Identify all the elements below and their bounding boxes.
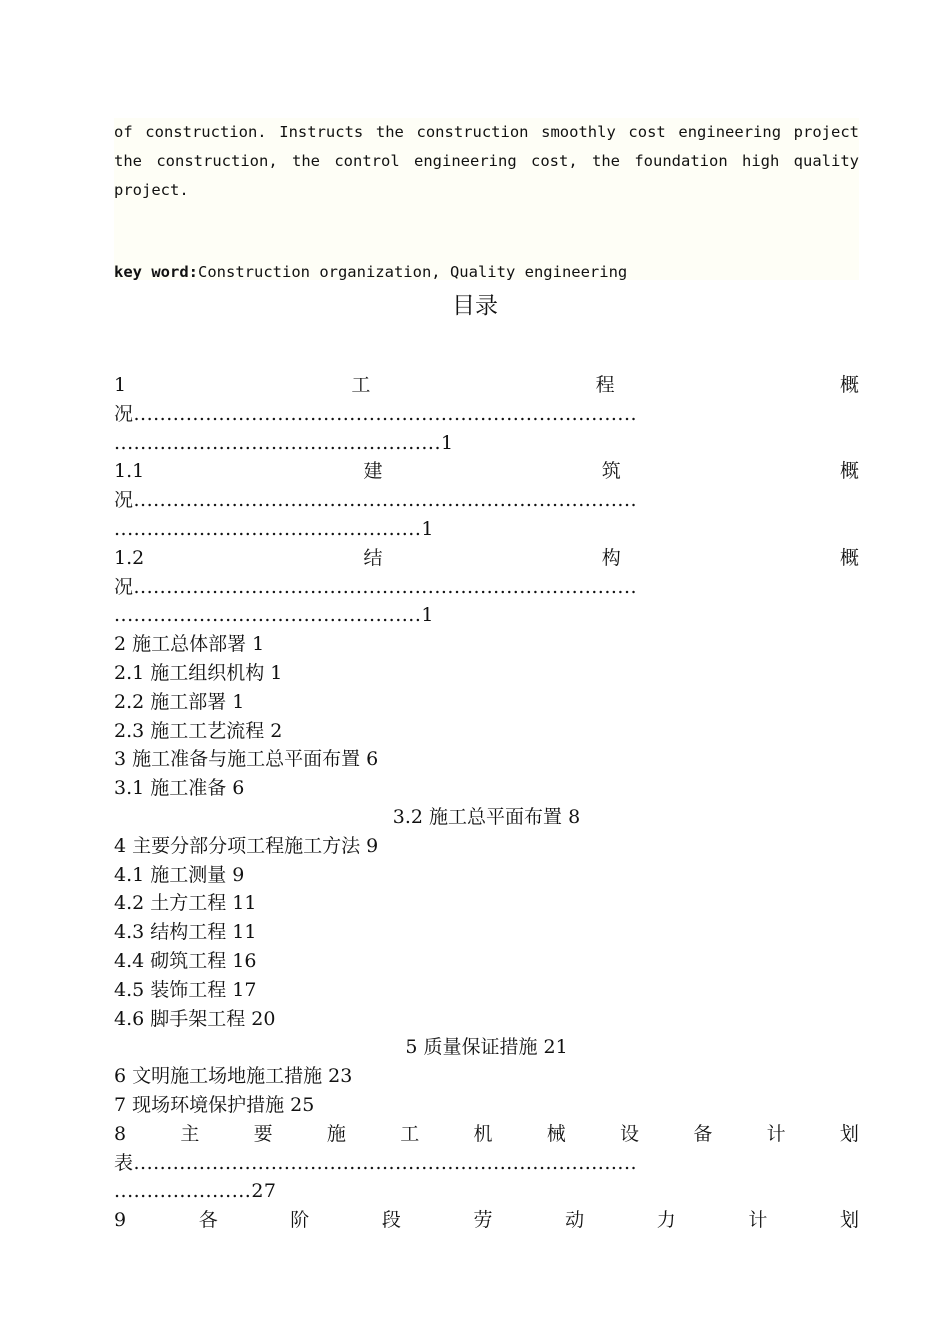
toc-entry-part: 1.2 bbox=[114, 546, 145, 569]
toc-entry: ..................................................1 bbox=[114, 431, 454, 454]
toc-entry-part: 划 bbox=[839, 1122, 859, 1145]
toc-entry-part: 主 bbox=[180, 1122, 200, 1145]
toc-entry bbox=[114, 371, 859, 400]
toc-entry-part: 1 bbox=[114, 374, 127, 396]
toc-entry-part: 概 bbox=[839, 460, 859, 483]
toc-entry-part: 计 bbox=[748, 1209, 768, 1232]
toc-entry-part: 设 bbox=[620, 1122, 640, 1145]
toc-entry-part: 建 bbox=[363, 460, 383, 483]
toc-entry-part: 动 bbox=[565, 1209, 585, 1232]
table-of-contents bbox=[114, 371, 859, 1235]
toc-entry: 4.2 土方工程 11 bbox=[114, 892, 257, 915]
toc-entry-part: 要 bbox=[253, 1122, 273, 1145]
keyword-text: Construction organization, Quality engineering bbox=[198, 263, 628, 281]
toc-entry-part: 械 bbox=[546, 1122, 566, 1145]
toc-entry: 4 主要分部分项工程施工方法 9 bbox=[114, 834, 379, 857]
toc-entry-part: 9 bbox=[114, 1209, 127, 1232]
toc-entry-part: 划 bbox=[839, 1209, 859, 1232]
toc-entry-part: 段 bbox=[381, 1209, 401, 1232]
toc-entry: 4.3 结构工程 11 bbox=[114, 921, 257, 944]
toc-entry: 3 施工准备与施工总平面布置 6 bbox=[114, 748, 379, 771]
toc-entry: 2.1 施工组织机构 1 bbox=[114, 661, 283, 684]
toc-title: 目录 bbox=[452, 293, 498, 319]
toc-entry-part: 概 bbox=[839, 546, 859, 569]
toc-entry-part: 工 bbox=[400, 1122, 420, 1145]
toc-entry-part: 1.1 bbox=[114, 460, 145, 483]
toc-entry-part: 8 bbox=[114, 1122, 127, 1145]
toc-entry: 3.1 施工准备 6 bbox=[114, 777, 245, 800]
toc-entry: 4.6 脚手架工程 20 bbox=[114, 1007, 276, 1030]
abstract-line: of construction. Instructs the construction smoothly cost engineering project bbox=[114, 123, 859, 141]
toc-entry-part: 施 bbox=[326, 1122, 346, 1145]
toc-entry: 6 文明施工场地施工措施 23 bbox=[114, 1065, 353, 1088]
toc-entry-part: 机 bbox=[473, 1122, 493, 1145]
toc-entry: 2 施工总体部署 1 bbox=[114, 633, 265, 656]
toc-entry bbox=[114, 457, 859, 486]
toc-entry-part: 程 bbox=[595, 374, 615, 396]
toc-entry: 4.4 砌筑工程 16 bbox=[114, 949, 257, 972]
toc-entry-part: 各 bbox=[198, 1209, 218, 1232]
toc-entry: 3.2 施工总平面布置 8 bbox=[392, 805, 581, 828]
toc-entry-part: 备 bbox=[693, 1122, 713, 1145]
abstract-line: the construction, the control engineering cost, the foundation high quality bbox=[114, 152, 859, 170]
toc-entry: 5 质量保证措施 21 bbox=[405, 1036, 568, 1059]
keyword-line bbox=[114, 258, 627, 286]
toc-entry: 表............................................................................. bbox=[114, 1151, 638, 1174]
toc-entry: ...............................................1 bbox=[114, 604, 434, 627]
toc-entry: 7 现场环境保护措施 25 bbox=[114, 1093, 315, 1116]
toc-entry-part: 构 bbox=[601, 546, 621, 569]
toc-entry: ...............................................1 bbox=[114, 517, 434, 540]
toc-entry: 2.2 施工部署 1 bbox=[114, 690, 245, 713]
toc-entry: 4.5 装饰工程 17 bbox=[114, 978, 257, 1001]
toc-entry-part: 力 bbox=[656, 1209, 676, 1232]
abstract-block bbox=[114, 118, 859, 280]
toc-entry-part: 结 bbox=[363, 546, 383, 569]
toc-entry: 况............................................................................. bbox=[114, 402, 638, 425]
toc-entry-part: 概 bbox=[839, 374, 859, 396]
toc-entry-part: 筑 bbox=[601, 460, 621, 483]
toc-entry bbox=[114, 1206, 859, 1235]
abstract-line: project. bbox=[114, 181, 189, 199]
toc-entry: 4.1 施工测量 9 bbox=[114, 863, 245, 886]
toc-entry-part: 工 bbox=[351, 374, 371, 396]
toc-entry-part: 阶 bbox=[290, 1209, 310, 1232]
toc-entry: .....................27 bbox=[114, 1180, 277, 1203]
toc-entry bbox=[114, 544, 859, 573]
toc-entry-part: 劳 bbox=[473, 1209, 493, 1232]
toc-entry: 况............................................................................. bbox=[114, 489, 638, 512]
toc-entry: 况............................................................................. bbox=[114, 575, 638, 598]
keyword-label: key word: bbox=[114, 263, 198, 281]
toc-entry-part: 计 bbox=[766, 1122, 786, 1145]
toc-entry: 2.3 施工工艺流程 2 bbox=[114, 719, 283, 742]
toc-entry bbox=[114, 1120, 859, 1149]
